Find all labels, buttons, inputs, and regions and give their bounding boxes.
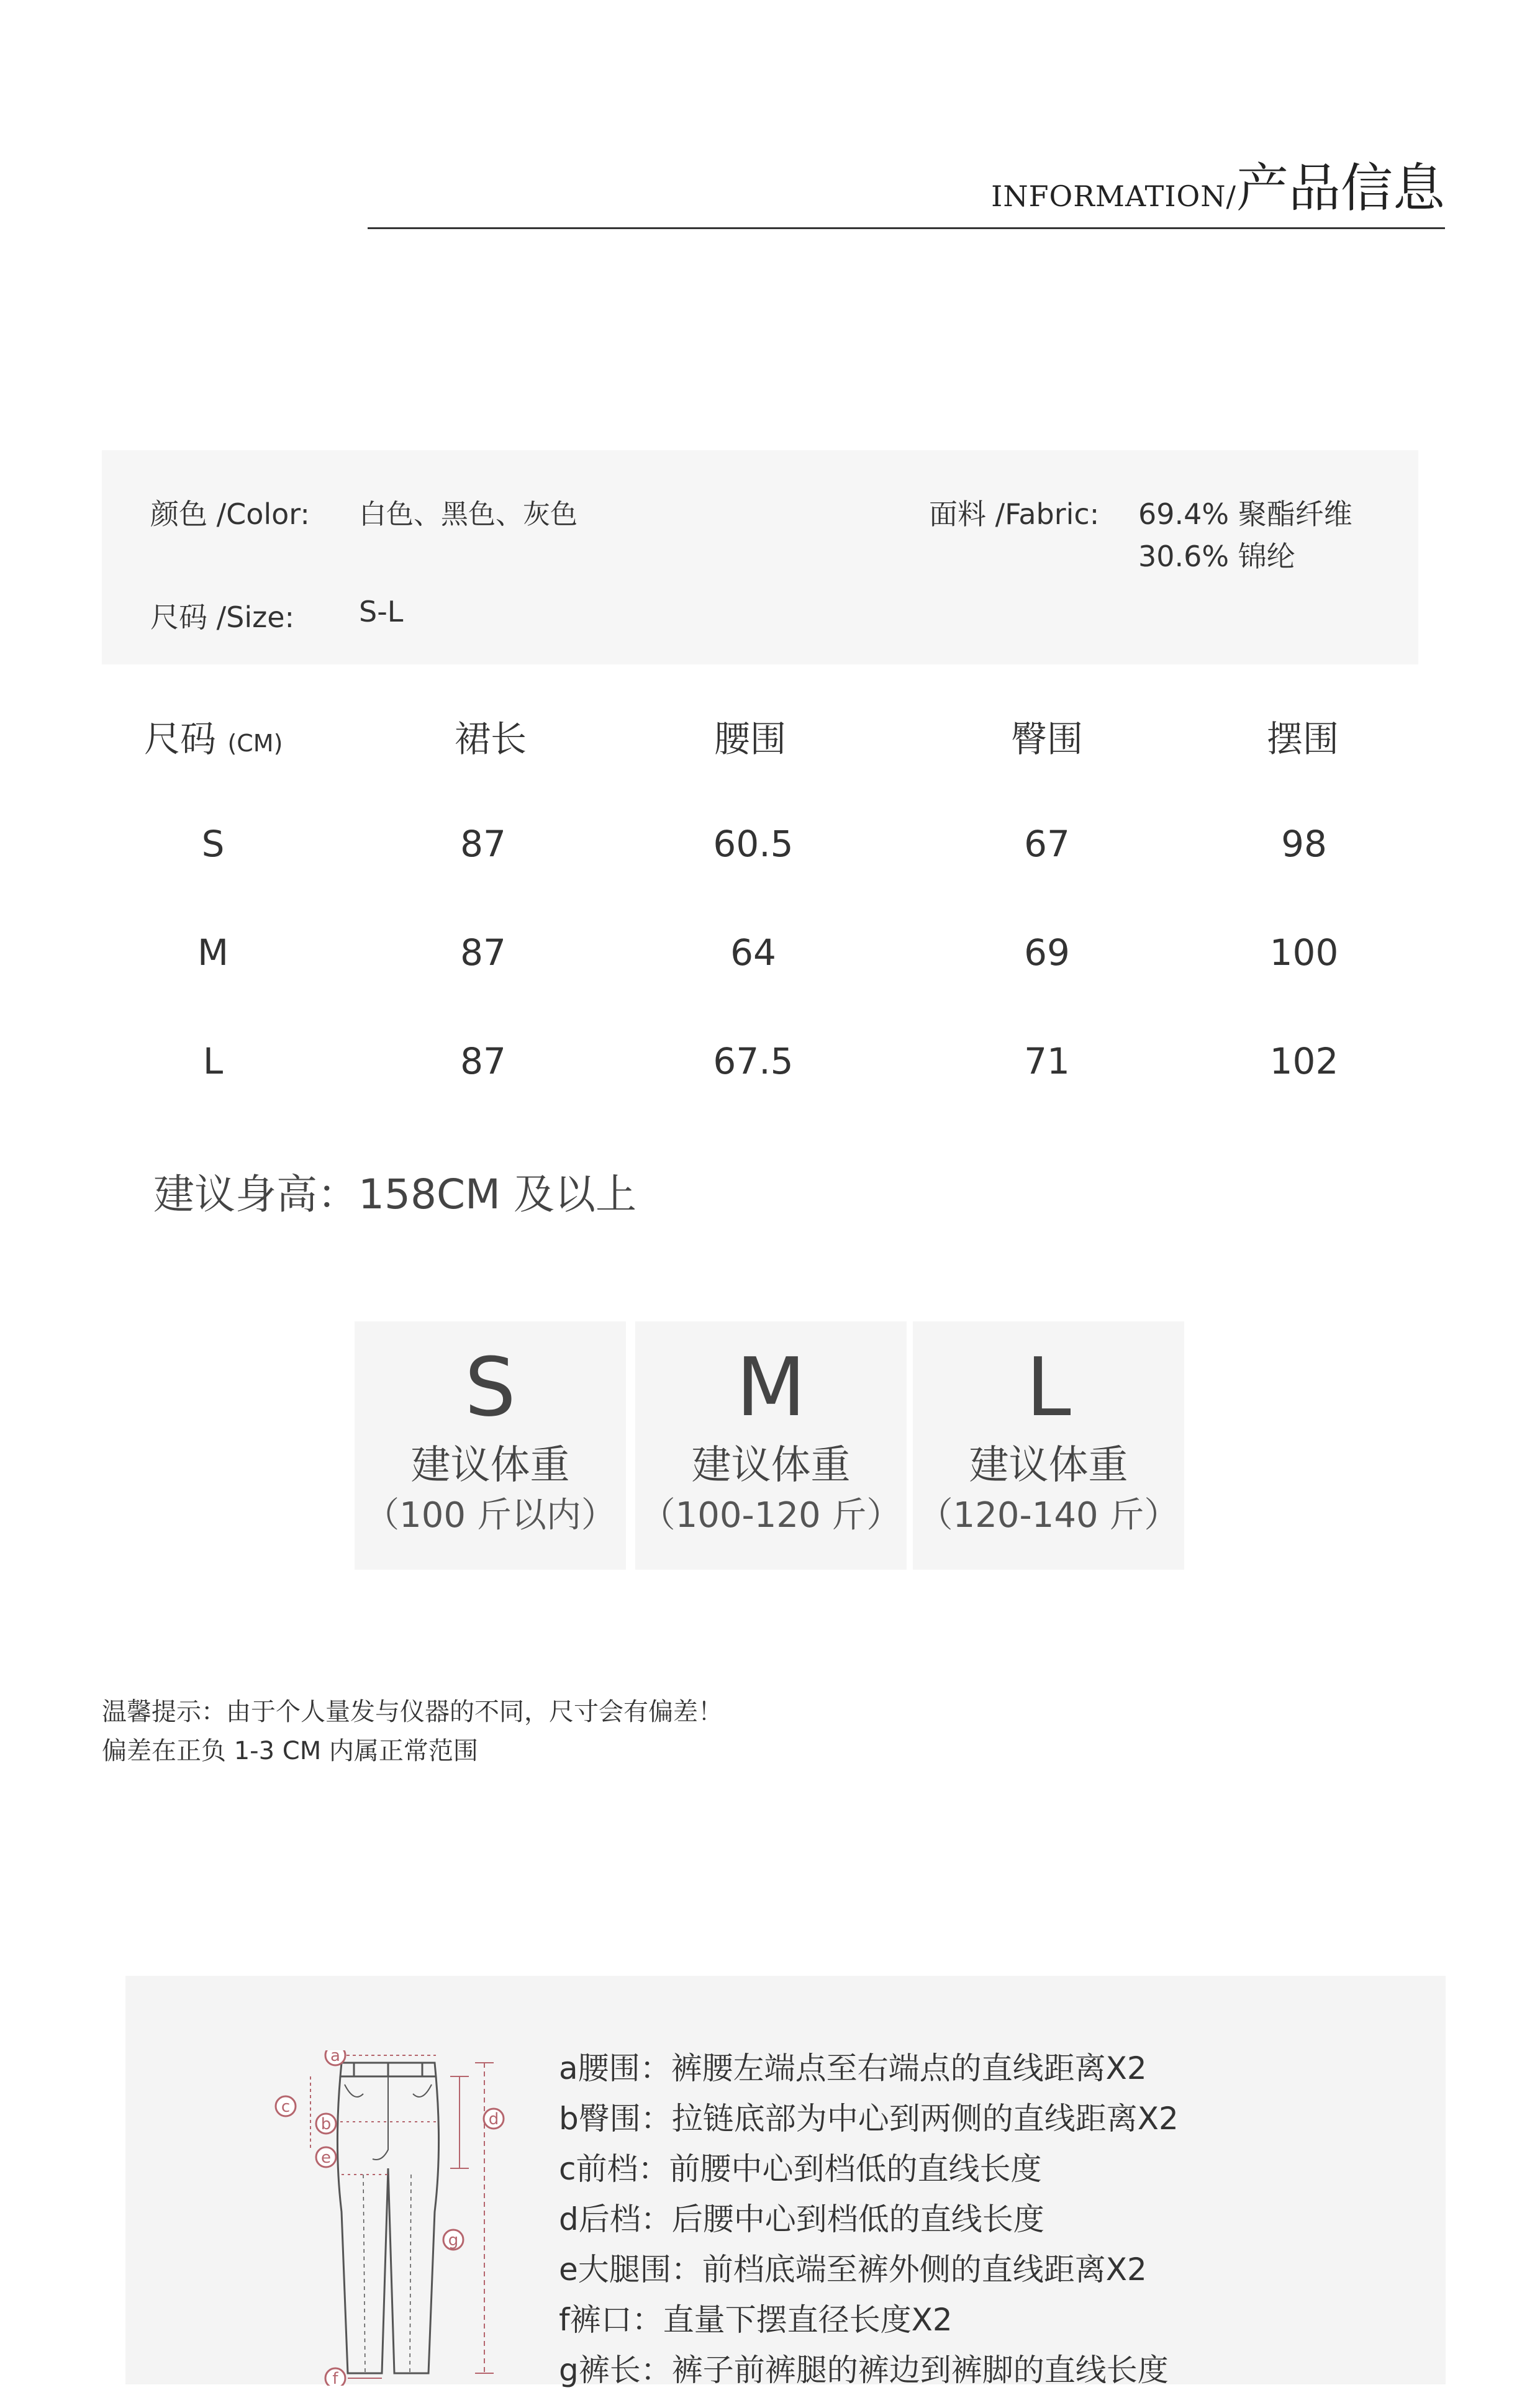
tip-line-1: 温馨提示：由于个人量发与仪器的不同，尺寸会有偏差！ [102, 1698, 723, 1726]
table-cell: 98 [1281, 823, 1327, 865]
weight-card-label: 建议体重 [969, 1442, 1128, 1488]
fabric-value-2: 30.6% 锦纶 [1138, 540, 1295, 573]
measurement-line: d后档：后腰中心到档低的直线长度 [559, 2201, 1044, 2237]
svg-text:d: d [488, 2110, 499, 2129]
measurement-line: e大腿围：前档底端至裤外侧的直线距离X2 [559, 2252, 1147, 2288]
table-header-hem: 摆围 [1266, 718, 1339, 760]
svg-text:e: e [321, 2148, 331, 2167]
title-english: INFORMATION/ [991, 179, 1236, 213]
table-cell: 100 [1269, 931, 1339, 974]
table-cell: 71 [1024, 1040, 1070, 1082]
table-header-length: 裙长 [454, 718, 527, 760]
suggested-height: 建议身高：158CM 及以上 [153, 1170, 636, 1218]
measurement-line: c前档：前腰中心到档低的直线长度 [559, 2151, 1042, 2187]
table-cell-size: M [197, 931, 229, 974]
color-value: 白色、黑色、灰色 [359, 499, 578, 530]
measurement-line: b臀围：拉链底部为中心到两侧的直线距离X2 [559, 2101, 1179, 2137]
weight-card-range: （100-120 斤） [640, 1495, 902, 1536]
table-cell: 67 [1024, 823, 1070, 865]
page-title [991, 147, 1445, 222]
table-cell-size: S [201, 823, 225, 865]
marker-a [325, 2050, 345, 2065]
weight-card-range: （120-140 斤） [918, 1495, 1179, 1536]
fabric-value-1: 69.4% 聚酯纤维 [1138, 497, 1352, 531]
weight-card-label: 建议体重 [410, 1442, 570, 1488]
table-cell: 102 [1269, 1040, 1339, 1082]
weight-card-m [635, 1321, 907, 1570]
marker-g [443, 2230, 463, 2250]
table-header-unit: (CM) [227, 730, 283, 757]
measurement-line: g裤长：裤子前裤腿的裤边到裤脚的直线长度 [559, 2352, 1169, 2388]
color-label: 颜色 /Color: [150, 497, 310, 531]
table-cell: 87 [460, 823, 506, 865]
size-label: 尺码 /Size: [150, 600, 295, 634]
table-cell: 87 [460, 1040, 506, 1082]
measurement-line: a腰围：裤腰左端点至右端点的直线距离X2 [559, 2050, 1147, 2086]
weight-card-range: （100 斤以内） [365, 1495, 616, 1536]
table-cell: 60.5 [713, 823, 794, 865]
table-header-hip: 臀围 [1010, 718, 1084, 760]
tip-line-2: 偏差在正负 1-3 CM 内属正常范围 [102, 1737, 478, 1765]
marker-e [316, 2147, 336, 2167]
table-header-size-label: 尺码 [144, 718, 217, 760]
svg-text:b: b [320, 2115, 332, 2134]
table-cell: 64 [730, 931, 776, 974]
weight-card-size: S [464, 1340, 516, 1434]
marker-b [316, 2114, 336, 2134]
marker-f [325, 2368, 345, 2386]
table-cell-size: L [202, 1040, 224, 1082]
title-chinese: 产品信息 [1236, 158, 1445, 219]
header-divider [368, 227, 1445, 229]
weight-card-l [913, 1321, 1184, 1570]
table-cell: 87 [460, 931, 506, 974]
table-header-waist: 腰围 [713, 718, 787, 760]
measurement-line: f裤口：直量下摆直径长度X2 [559, 2302, 953, 2338]
table-header-size [144, 710, 283, 762]
weight-card-label: 建议体重 [691, 1442, 851, 1488]
weight-card-s [355, 1321, 626, 1570]
weight-card-size: L [1026, 1340, 1071, 1434]
svg-text:a: a [330, 2050, 340, 2065]
marker-d [484, 2109, 504, 2129]
pants-diagram [255, 2050, 528, 2386]
svg-text:f: f [332, 2370, 338, 2386]
size-value: S-L [359, 595, 404, 628]
weight-card-size: M [736, 1340, 806, 1434]
fabric-label: 面料 /Fabric: [929, 497, 1100, 531]
svg-text:g: g [448, 2231, 459, 2250]
marker-c [276, 2096, 296, 2116]
table-cell: 67.5 [713, 1040, 794, 1082]
table-cell: 69 [1024, 931, 1070, 974]
svg-text:c: c [281, 2098, 291, 2116]
